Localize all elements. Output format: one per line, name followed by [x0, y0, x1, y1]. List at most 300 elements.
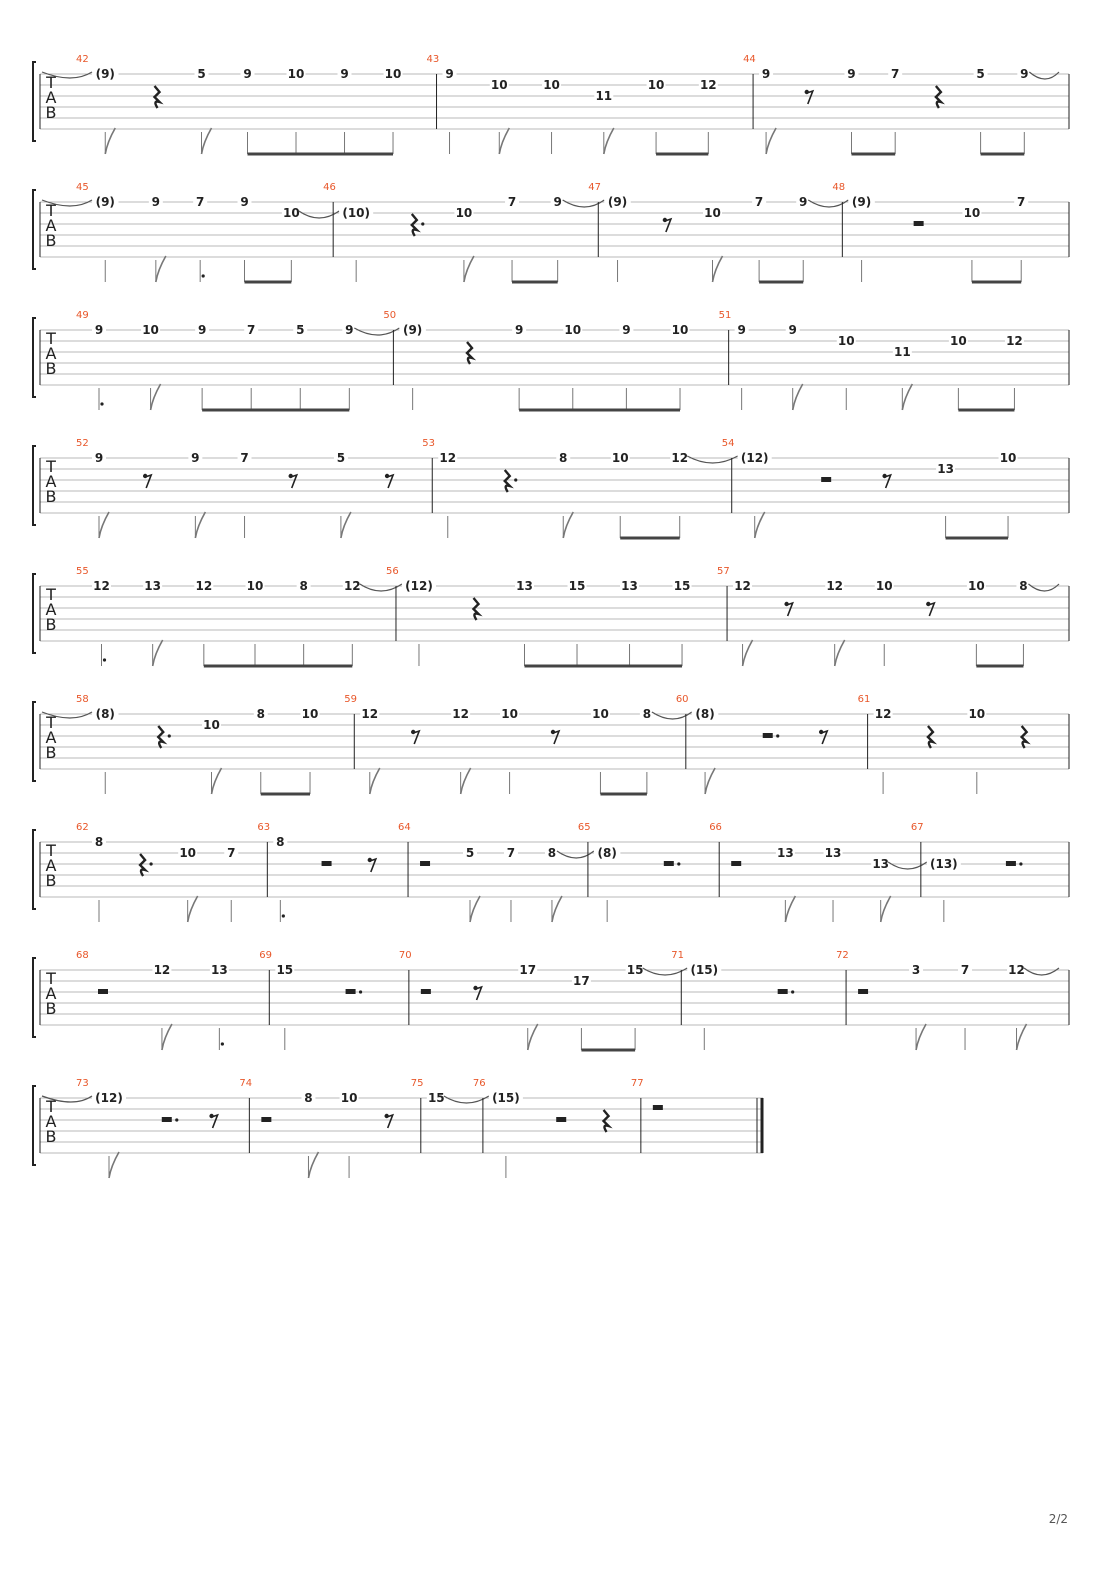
- measure: [719, 310, 1069, 410]
- fret-number: 13: [872, 857, 890, 871]
- tab-clef-letter: A: [45, 856, 57, 875]
- measure-number: 46: [323, 182, 336, 193]
- quarter-rest: [1022, 726, 1027, 748]
- eighth-rest: [553, 731, 559, 744]
- rest-dot: [776, 734, 779, 737]
- quarter-rest: [936, 86, 941, 108]
- measure-number: 44: [743, 54, 756, 65]
- measure-number: 60: [675, 694, 689, 705]
- tie-arc: [444, 1096, 489, 1103]
- note-flag: [766, 128, 776, 154]
- fret-number: 10: [837, 334, 855, 348]
- fret-number: 9: [94, 451, 104, 465]
- quarter-rest: [604, 1110, 609, 1132]
- fret-number: 7: [247, 323, 256, 337]
- measure: [398, 822, 594, 922]
- fret-number: 7: [754, 195, 764, 209]
- tab-clef-letter: B: [45, 359, 57, 378]
- note-flag: [793, 384, 803, 410]
- fret-number: 9: [243, 67, 252, 81]
- half-rest: [322, 861, 332, 866]
- fret-number: 10: [564, 323, 582, 337]
- measure-number: 51: [718, 310, 732, 321]
- fret-number: 11: [893, 345, 911, 359]
- fret-number: 8: [276, 835, 285, 849]
- fret-number: 11: [595, 89, 613, 103]
- fret-number: 12: [195, 579, 213, 593]
- measure-number: 50: [383, 310, 397, 321]
- fret-number: 9: [191, 451, 200, 465]
- half-rest: [421, 989, 431, 994]
- measure: [836, 950, 1069, 1050]
- eighth-rest: [387, 1115, 393, 1128]
- system-bracket: [33, 574, 36, 653]
- fret-number: 10: [287, 67, 305, 81]
- measure-number: 53: [422, 438, 435, 449]
- note-flag: [464, 256, 474, 282]
- measure: [676, 694, 868, 794]
- measure-number: 52: [76, 438, 89, 449]
- note-flag: [461, 768, 471, 794]
- note-flag: [528, 1024, 538, 1050]
- fret-number: 7: [227, 846, 236, 860]
- fret-number: 12: [343, 579, 361, 593]
- fret-number: 10: [671, 323, 689, 337]
- fret-number: 13: [516, 579, 533, 593]
- fret-number: 7: [507, 195, 517, 209]
- fret-number: 9: [151, 195, 161, 209]
- measure: [386, 566, 727, 666]
- system: [33, 438, 1069, 538]
- measure-number: 66: [709, 822, 722, 833]
- fret-number: 13: [824, 846, 842, 860]
- system: [33, 1078, 763, 1178]
- measure: [239, 1078, 420, 1178]
- fret-number: (15): [492, 1091, 520, 1105]
- fret-number: (9): [851, 195, 872, 209]
- note-flag: [370, 768, 380, 794]
- fret-number: 12: [452, 707, 469, 721]
- fret-number: 13: [211, 963, 228, 977]
- measure: [42, 1078, 249, 1178]
- fret-number: (8): [695, 707, 715, 721]
- half-rest: [914, 221, 924, 226]
- half-rest: [653, 1105, 663, 1110]
- measure-number: 64: [398, 822, 411, 833]
- half-rest: [664, 861, 674, 866]
- tie-arc: [1024, 968, 1059, 975]
- fret-number: 10: [142, 323, 159, 337]
- fret-number: 10: [647, 78, 665, 92]
- measure-number: 65: [577, 822, 591, 833]
- tab-clef-letter: T: [46, 329, 56, 348]
- rest-dot: [791, 990, 794, 993]
- fret-number: 10: [704, 206, 721, 220]
- system-bracket: [33, 702, 36, 781]
- measure-number: 59: [344, 694, 358, 705]
- fret-number: (8): [95, 707, 115, 721]
- fret-number: (9): [95, 67, 115, 81]
- eighth-rest: [807, 91, 813, 104]
- note-flag: [902, 384, 912, 410]
- measure: [578, 822, 719, 922]
- half-rest: [1006, 861, 1016, 866]
- quarter-rest: [140, 854, 145, 876]
- note-flag: [785, 896, 795, 922]
- fret-number: 7: [891, 67, 900, 81]
- measure: [76, 822, 267, 922]
- fret-number: 8: [1019, 579, 1028, 593]
- fret-number: 7: [506, 846, 516, 860]
- fret-number: 12: [671, 451, 689, 465]
- note-flag: [308, 1152, 318, 1178]
- tab-clef-letter: A: [45, 984, 57, 1003]
- fret-number: 10: [179, 846, 197, 860]
- tab-clef-letter: A: [45, 88, 57, 107]
- measure: [911, 822, 1069, 922]
- tab-clef-letter: B: [45, 999, 57, 1018]
- note-flag: [743, 640, 753, 666]
- measure-number: 55: [76, 566, 89, 577]
- note-flag: [188, 896, 198, 922]
- system-bracket: [33, 62, 36, 141]
- fret-number: 17: [519, 963, 537, 977]
- fret-number: 15: [276, 963, 294, 977]
- measure: [76, 310, 399, 410]
- half-rest: [556, 1117, 566, 1122]
- eighth-rest: [387, 475, 393, 488]
- measure-number: 63: [257, 822, 271, 833]
- fret-number: 15: [673, 579, 691, 593]
- system: [33, 950, 1069, 1050]
- measure: [76, 566, 402, 666]
- fret-number: (8): [597, 846, 617, 860]
- fret-number: 12: [153, 963, 171, 977]
- fret-number: (12): [740, 451, 769, 465]
- fret-number: 9: [622, 323, 631, 337]
- measure: [399, 950, 687, 1050]
- fret-number: 9: [737, 323, 746, 337]
- fret-number: 9: [240, 195, 249, 209]
- tie-arc: [687, 456, 737, 463]
- rest-dot: [677, 862, 680, 865]
- duration-dot: [221, 1042, 224, 1045]
- tab-clef-letter: A: [45, 1112, 57, 1131]
- tab-clef-letter: T: [46, 201, 56, 220]
- note-flag: [109, 1152, 119, 1178]
- fret-number: 9: [788, 323, 797, 337]
- measure: [717, 566, 1069, 666]
- measure-number: 72: [836, 950, 849, 961]
- measure: [76, 438, 432, 538]
- tab-clef-letter: A: [45, 728, 57, 747]
- fret-number: 8: [304, 1091, 313, 1105]
- tie-arc: [354, 328, 399, 335]
- measure: [383, 310, 728, 410]
- tab-clef-letter: A: [45, 600, 57, 619]
- measure: [42, 182, 339, 282]
- fret-number: 10: [282, 206, 300, 220]
- fret-number: 7: [1017, 195, 1026, 209]
- half-rest: [858, 989, 868, 994]
- fret-number: (13): [930, 857, 958, 871]
- system-bracket: [33, 318, 36, 397]
- system-bracket: [33, 190, 36, 269]
- measure-number: 70: [398, 950, 412, 961]
- measure-number: 68: [76, 950, 89, 961]
- duration-dot: [282, 914, 285, 917]
- fret-number: 10: [384, 67, 402, 81]
- eighth-rest: [928, 603, 934, 616]
- fret-number: 12: [699, 78, 717, 92]
- system-bracket: [33, 958, 36, 1037]
- half-rest: [731, 861, 741, 866]
- quarter-rest: [412, 214, 417, 236]
- note-flag: [105, 128, 115, 154]
- measure: [42, 54, 437, 154]
- note-flag: [563, 512, 573, 538]
- system-bracket: [33, 830, 36, 909]
- fret-number: 17: [573, 974, 590, 988]
- fret-number: 5: [197, 67, 206, 81]
- system: [33, 566, 1069, 666]
- fret-number: 10: [490, 78, 508, 92]
- fret-number: 10: [246, 579, 264, 593]
- note-flag: [916, 1024, 926, 1050]
- tab-clef-letter: T: [46, 73, 56, 92]
- note-flag: [99, 512, 109, 538]
- fret-number: 9: [553, 195, 562, 209]
- half-rest: [162, 1117, 172, 1122]
- system: [33, 54, 1069, 154]
- note-flag: [1017, 1024, 1027, 1050]
- fret-number: 10: [999, 451, 1017, 465]
- fret-number: 10: [963, 206, 981, 220]
- note-flag: [162, 1024, 172, 1050]
- fret-number: 10: [203, 718, 220, 732]
- system-bracket: [33, 1086, 36, 1165]
- measure: [671, 950, 846, 1050]
- fret-number: 5: [465, 846, 475, 860]
- fret-number: 13: [937, 462, 954, 476]
- eighth-rest: [370, 859, 376, 872]
- tie-arc: [1028, 584, 1059, 591]
- duration-dot: [202, 274, 205, 277]
- measure: [722, 438, 1069, 538]
- measure: [858, 694, 1069, 794]
- fret-number: 10: [950, 334, 967, 348]
- fret-number: 10: [592, 707, 609, 721]
- fret-number: 15: [568, 579, 586, 593]
- half-rest: [346, 989, 356, 994]
- measure: [76, 950, 269, 1050]
- note-flag: [202, 128, 212, 154]
- fret-number: 3: [911, 963, 921, 977]
- note-flag: [212, 768, 222, 794]
- measure: [323, 182, 604, 282]
- quarter-rest: [155, 86, 160, 108]
- fret-number: 12: [874, 707, 892, 721]
- note-flag: [835, 640, 845, 666]
- system: [33, 310, 1069, 410]
- measure-number: 43: [426, 54, 440, 65]
- tab-clef-letter: T: [46, 969, 56, 988]
- measure-number: 77: [630, 1078, 644, 1089]
- eighth-rest: [821, 731, 827, 744]
- fret-number: (9): [402, 323, 423, 337]
- quarter-rest: [505, 470, 510, 492]
- fret-number: 10: [968, 579, 985, 593]
- fret-number: 9: [345, 323, 354, 337]
- fret-number: 9: [1020, 67, 1029, 81]
- note-flag: [705, 768, 715, 794]
- system: [33, 694, 1069, 794]
- measure: [709, 822, 927, 922]
- tab-clef-letter: T: [46, 585, 56, 604]
- note-flag: [552, 896, 562, 922]
- measure-number: 45: [76, 182, 89, 193]
- note-flag: [151, 384, 161, 410]
- tab-clef-letter: T: [46, 841, 56, 860]
- measure: [473, 1078, 641, 1178]
- system: [33, 182, 1069, 282]
- measure: [832, 182, 1069, 282]
- measure-number: 69: [259, 950, 273, 961]
- fret-number: 9: [514, 323, 524, 337]
- half-rest: [821, 477, 831, 482]
- measure-number: 61: [857, 694, 871, 705]
- tab-clef-letter: A: [45, 216, 57, 235]
- measure-number: 67: [910, 822, 924, 833]
- eighth-rest: [291, 475, 297, 488]
- tie-arc: [643, 968, 688, 975]
- tab-clef-letter: T: [46, 457, 56, 476]
- note-flag: [195, 512, 205, 538]
- fret-number: 9: [197, 323, 207, 337]
- fret-number: 10: [611, 451, 629, 465]
- fret-number: 10: [968, 707, 986, 721]
- fret-number: 8: [94, 835, 104, 849]
- half-rest: [98, 989, 108, 994]
- rest-dot: [514, 478, 517, 481]
- half-rest: [778, 989, 788, 994]
- fret-number: 12: [826, 579, 844, 593]
- page-number: 2/2: [1048, 1512, 1068, 1526]
- quarter-rest: [473, 598, 478, 620]
- fret-number: 8: [547, 846, 557, 860]
- fret-number: 10: [543, 78, 560, 92]
- fret-number: 5: [976, 67, 985, 81]
- measure: [588, 182, 848, 282]
- fret-number: 5: [336, 451, 346, 465]
- eighth-rest: [476, 987, 482, 1000]
- fret-number: 10: [875, 579, 893, 593]
- fret-number: 10: [455, 206, 473, 220]
- fret-number: 15: [427, 1091, 445, 1105]
- eighth-rest: [145, 475, 151, 488]
- tab-clef-letter: B: [45, 487, 57, 506]
- tab-clef-letter: A: [45, 344, 57, 363]
- fret-number: 10: [340, 1091, 358, 1105]
- tab-clef-letter: T: [46, 1097, 56, 1116]
- quarter-rest: [158, 726, 163, 748]
- system-bracket: [33, 446, 36, 525]
- fret-number: 7: [195, 195, 205, 209]
- eighth-rest: [885, 475, 891, 488]
- measure-number: 56: [385, 566, 399, 577]
- note-flag: [755, 512, 765, 538]
- rest-dot: [1019, 862, 1022, 865]
- measure-number: 71: [671, 950, 685, 961]
- fret-number: 15: [626, 963, 644, 977]
- note-flag: [604, 128, 614, 154]
- duration-dot: [100, 402, 103, 405]
- eighth-rest: [665, 219, 671, 232]
- fret-number: (9): [95, 195, 115, 209]
- note-flag: [881, 896, 891, 922]
- measure-number: 54: [721, 438, 735, 449]
- measure-number: 49: [76, 310, 89, 321]
- quarter-rest: [467, 342, 472, 364]
- note-flag: [341, 512, 351, 538]
- measure: [743, 54, 1069, 154]
- duration-dot: [103, 658, 106, 661]
- tab-clef-letter: B: [45, 231, 57, 250]
- tab-clef-letter: A: [45, 472, 57, 491]
- fret-number: 9: [799, 195, 808, 209]
- fret-number: (12): [405, 579, 433, 593]
- measure: [427, 54, 754, 154]
- note-flag: [470, 896, 480, 922]
- measure-number: 73: [76, 1078, 89, 1089]
- fret-number: 9: [340, 67, 349, 81]
- note-flag: [713, 256, 723, 282]
- quarter-rest: [928, 726, 933, 748]
- measure-number: 48: [832, 182, 846, 193]
- measure: [42, 694, 354, 794]
- measure-number: 42: [76, 54, 89, 65]
- fret-number: 13: [621, 579, 638, 593]
- fret-number: 13: [144, 579, 162, 593]
- measure-number: 58: [76, 694, 89, 705]
- system: [33, 822, 1069, 922]
- measure-number: 74: [239, 1078, 253, 1089]
- fret-number: 12: [1008, 963, 1025, 977]
- fret-number: 8: [256, 707, 265, 721]
- note-flag: [156, 256, 166, 282]
- tab-clef-letter: B: [45, 103, 57, 122]
- fret-number: (12): [95, 1091, 123, 1105]
- measure: [422, 438, 737, 538]
- fret-number: 9: [445, 67, 454, 81]
- measure-number: 75: [410, 1078, 424, 1089]
- rest-dot: [175, 1118, 178, 1121]
- measure-number: 76: [472, 1078, 486, 1089]
- eighth-rest: [413, 731, 419, 744]
- note-flag: [499, 128, 509, 154]
- measure-number: 62: [76, 822, 89, 833]
- fret-number: 10: [301, 707, 319, 721]
- fret-number: 7: [240, 451, 249, 465]
- tab-clef-letter: B: [45, 1127, 57, 1146]
- fret-number: 7: [960, 963, 970, 977]
- fret-number: 9: [761, 67, 771, 81]
- fret-number: 13: [777, 846, 794, 860]
- fret-number: (10): [342, 206, 371, 220]
- fret-number: 10: [501, 707, 518, 721]
- fret-number: 9: [94, 323, 104, 337]
- fret-number: (15): [690, 963, 719, 977]
